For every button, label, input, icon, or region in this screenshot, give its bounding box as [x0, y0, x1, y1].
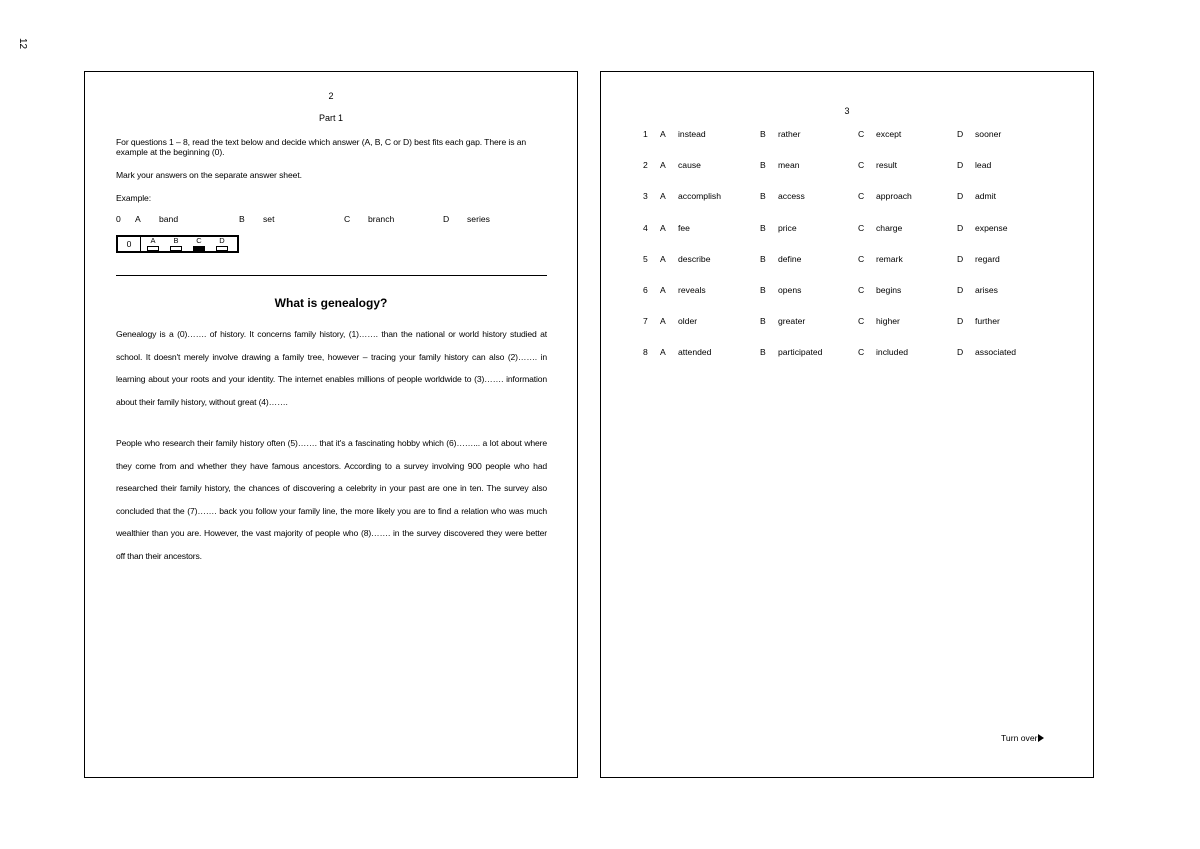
option-word: begins: [876, 285, 902, 295]
question-row: [601, 191, 1093, 203]
option-letter: D: [957, 222, 964, 233]
option-letter: B: [760, 160, 766, 171]
part-label: Part 1: [318, 113, 343, 123]
option-word: opens: [778, 285, 802, 295]
right-page: [600, 71, 1094, 778]
option-word: admit: [975, 191, 997, 202]
example-label: Example:: [116, 193, 152, 203]
option-letter: A: [660, 253, 666, 264]
page-number: 2: [328, 91, 334, 101]
option-letter: C: [858, 316, 865, 327]
option-word: participated: [778, 347, 823, 358]
example-option-word: set: [263, 214, 275, 224]
option-letter: A: [660, 222, 666, 233]
option-letter: D: [957, 253, 964, 264]
answer-box-option-b: [169, 237, 183, 251]
option-letter: D: [957, 191, 964, 202]
option-letter: C: [858, 253, 865, 264]
example-number: 0: [116, 214, 121, 224]
option-word: lead: [975, 160, 992, 171]
option-word: included: [876, 347, 909, 358]
arrow-right-icon: [1038, 734, 1044, 742]
option-letter: C: [858, 160, 865, 171]
question-number: 4: [643, 222, 648, 233]
option-word: expense: [975, 222, 1008, 233]
option-word: mean: [778, 160, 800, 171]
question-row: [601, 285, 1093, 297]
option-word: cause: [678, 160, 701, 171]
option-letter: A: [660, 347, 666, 358]
answer-box-letter: B: [173, 236, 179, 245]
answer-box-number: 0: [118, 237, 141, 251]
option-word: greater: [778, 316, 806, 327]
option-letter: A: [660, 160, 666, 171]
option-word: charge: [876, 222, 903, 233]
option-letter: A: [660, 285, 666, 295]
question-number: 5: [643, 253, 648, 264]
text-title: What is genealogy?: [274, 296, 388, 310]
option-word: except: [876, 129, 902, 139]
option-word: define: [778, 253, 802, 264]
option-letter: A: [660, 191, 666, 202]
question-number: 3: [643, 191, 648, 202]
instructions: For questions 1 – 8, read the text below and decide which answer (A, B, C or D) best fits each gap. There is an example at the beginning (0).: [116, 137, 527, 157]
option-word: result: [876, 160, 898, 171]
option-word: fee: [678, 222, 690, 233]
option-letter: D: [957, 160, 964, 171]
turn-over-label: Turn over: [1001, 733, 1038, 743]
option-word: attended: [678, 347, 712, 358]
option-word: older: [678, 316, 698, 327]
example-option-letter: C: [344, 214, 351, 224]
example-row: [116, 214, 556, 226]
option-word: describe: [678, 253, 711, 264]
answer-mark: [216, 246, 228, 251]
paragraph-1: Genealogy is a (0)……. of history. It concerns family history, (1)……. than the national or world history studied at school. It doesn't merely involve drawing a family tree, however – tracing your family history can also (2)……. in learning about your roots and your identity. The internet enables millions of people worldwide to (3)……. information about their family history, without great (4)…….: [116, 329, 547, 407]
option-word: sooner: [975, 129, 1002, 139]
turn-over: [1001, 733, 1044, 743]
option-letter: B: [760, 253, 766, 264]
option-letter: B: [760, 316, 766, 327]
option-letter: C: [858, 191, 865, 202]
option-letter: B: [760, 285, 766, 295]
option-word: higher: [876, 316, 900, 327]
question-number: 8: [643, 347, 648, 358]
side-page-number: 12: [17, 38, 28, 50]
option-word: approach: [876, 191, 912, 202]
instructions-answer-sheet: Mark your answers on the separate answer sheet.: [116, 170, 302, 180]
example-option-word: series: [467, 214, 490, 224]
option-letter: B: [760, 129, 766, 139]
question-row: [601, 160, 1093, 172]
option-word: instead: [678, 129, 706, 139]
example-option-letter: A: [135, 214, 141, 224]
answer-mark: [170, 246, 182, 251]
answer-box-option-d: [215, 237, 229, 251]
question-row: [601, 254, 1093, 266]
option-letter: B: [760, 191, 766, 202]
question-row: [601, 347, 1093, 359]
answer-box-option-c: [192, 237, 206, 251]
example-option-letter: B: [239, 214, 245, 224]
option-letter: A: [660, 316, 666, 327]
option-word: reveals: [678, 285, 706, 295]
left-page: [84, 71, 578, 778]
option-word: regard: [975, 253, 1000, 264]
question-row: [601, 129, 1093, 141]
option-letter: C: [858, 222, 865, 233]
example-option-word: band: [159, 214, 179, 224]
option-letter: D: [957, 285, 964, 295]
paragraph-2: People who research their family history often (5)……. that it's a fascinating hobby which (6)……... a lot about where they come from and whether they have famous ancestors. According to a survey involving 900 people who had researched their family history, the chances of discovering a celebrity in your past are one in ten. The survey also concluded that the (7)……. back you follow your family line, the more likely you are to find a relation who was much wealthier than you are. However, the vast majority of people who (8)……. in the survey discovered they were better off than their ancestors.: [116, 438, 547, 561]
option-word: rather: [778, 129, 801, 139]
option-letter: C: [858, 129, 865, 139]
example-option-letter: D: [443, 214, 450, 224]
question-number: 1: [643, 129, 648, 139]
option-letter: B: [760, 222, 766, 233]
option-word: further: [975, 316, 1000, 327]
answer-box-option-a: [146, 237, 160, 251]
question-number: 6: [643, 285, 648, 295]
page-number: 3: [844, 106, 850, 116]
option-letter: D: [957, 129, 964, 139]
answer-box-letter: A: [150, 236, 156, 245]
option-word: accomplish: [678, 191, 721, 202]
example-answer-box: [116, 235, 239, 253]
option-word: price: [778, 222, 797, 233]
answer-mark: [147, 246, 159, 251]
answer-box-letter: D: [219, 236, 225, 245]
divider: [116, 275, 547, 276]
option-letter: C: [858, 285, 865, 295]
answer-box-letter: C: [196, 236, 202, 245]
option-letter: C: [858, 347, 865, 358]
option-letter: D: [957, 316, 964, 327]
example-option-word: branch: [368, 214, 395, 224]
question-number: 7: [643, 316, 648, 327]
question-row: [601, 223, 1093, 235]
option-word: associated: [975, 347, 1017, 358]
option-word: remark: [876, 253, 903, 264]
option-word: arises: [975, 285, 998, 295]
option-letter: D: [957, 347, 964, 358]
option-word: access: [778, 191, 805, 202]
answer-mark-selected: [193, 246, 205, 251]
option-letter: A: [660, 129, 666, 139]
option-letter: B: [760, 347, 766, 358]
question-row: [601, 316, 1093, 328]
question-number: 2: [643, 160, 648, 171]
